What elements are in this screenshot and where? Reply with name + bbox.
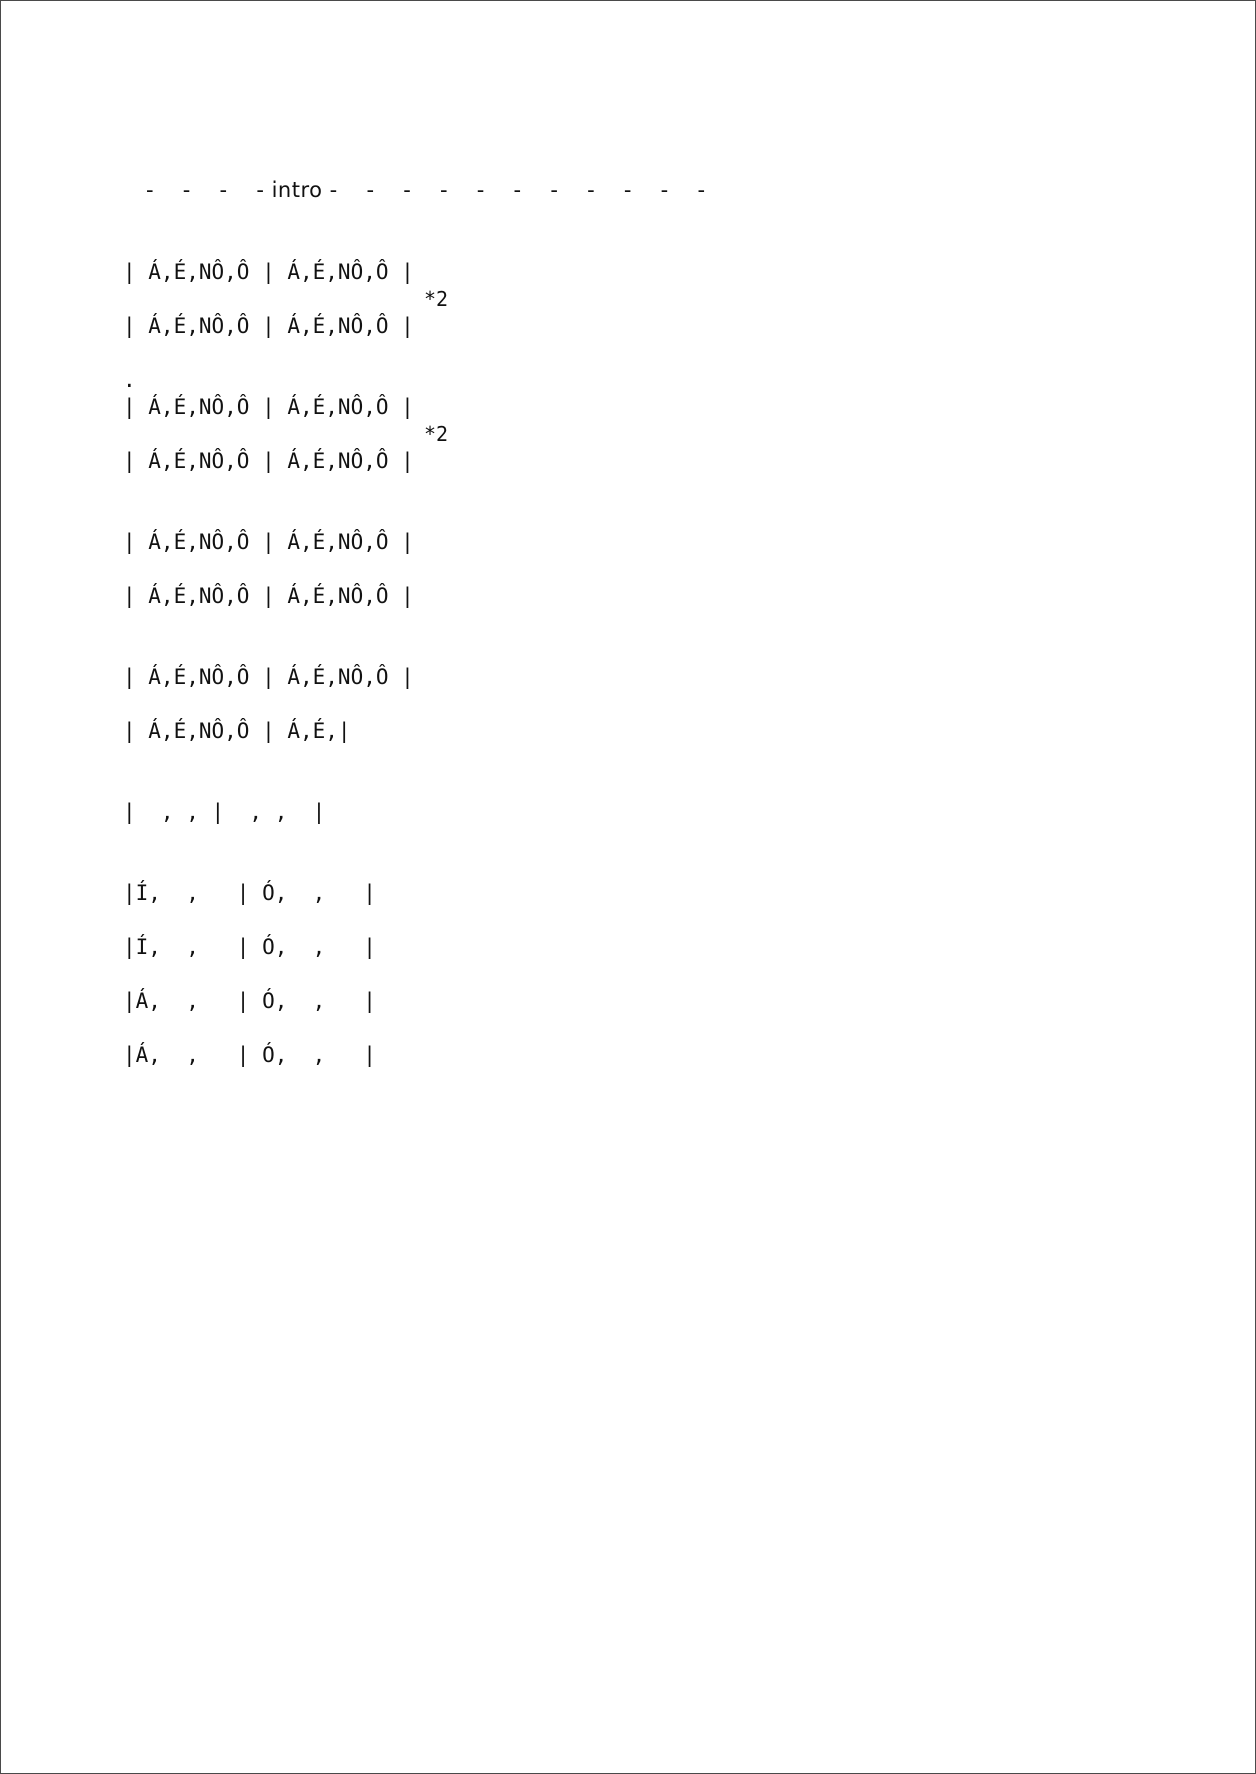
chord-line: | Á,É,NÔ,Ô | Á,É,NÔ,Ô | — [123, 314, 414, 338]
chord-line: | Á,É,NÔ,Ô | Á,É,NÔ,Ô | — [123, 530, 414, 554]
dot-mark: . — [123, 368, 136, 392]
chord-line: | Á,É,NÔ,Ô | Á,É,NÔ,Ô | — [123, 584, 414, 608]
chord-line: | Á,É,NÔ,Ô | Á,É,| — [123, 719, 351, 743]
chord-line: |Í, , | Ó, , | — [123, 881, 376, 905]
chord-line: | , , | , , | — [123, 800, 326, 824]
chord-line: |Á, , | Ó, , | — [123, 1043, 376, 1067]
chord-line: | Á,É,NÔ,Ô | Á,É,NÔ,Ô | — [123, 395, 414, 419]
repeat-marker: *2 — [424, 287, 449, 311]
chord-line: |Í, , | Ó, , | — [123, 935, 376, 959]
chord-line: | Á,É,NÔ,Ô | Á,É,NÔ,Ô | — [123, 449, 414, 473]
chord-line: | Á,É,NÔ,Ô | Á,É,NÔ,Ô | — [123, 665, 414, 689]
repeat-marker: *2 — [424, 422, 449, 446]
section-header-intro: - - - - intro - - - - - - - - - - - — [146, 178, 706, 202]
chord-line: | Á,É,NÔ,Ô | Á,É,NÔ,Ô | — [123, 260, 414, 284]
chord-line: |Á, , | Ó, , | — [123, 989, 376, 1013]
